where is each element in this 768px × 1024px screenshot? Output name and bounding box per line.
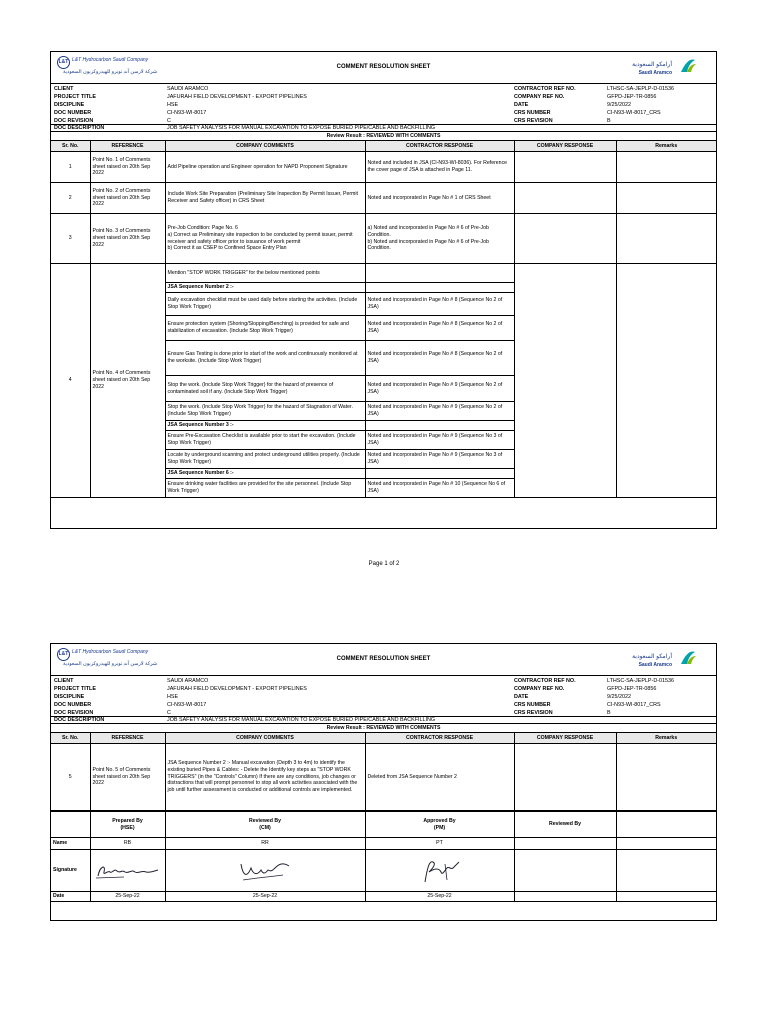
reference-cell: Point No. 2 of Comments sheet raised on 20th Sep 2022 <box>90 183 165 214</box>
lt-company-name: L&T Hydrocarbon Saudi Company <box>72 649 149 655</box>
company-response-cell <box>514 152 616 183</box>
approved-by-date: 25-Sep-22 <box>365 892 514 902</box>
reviewed-by-2-heading: Reviewed By <box>514 812 616 838</box>
sheet-header <box>51 644 716 676</box>
project-title-label: PROJECT TITLE <box>54 94 96 100</box>
col-remarks: Remarks <box>616 733 716 744</box>
comments-table <box>51 141 716 498</box>
info-row-doc-number <box>51 109 716 117</box>
client-label: CLIENT <box>54 678 74 684</box>
remarks-cell <box>616 744 716 811</box>
lt-emblem-icon: L&T <box>57 648 70 661</box>
crs-page-2 <box>50 643 717 921</box>
contractor-ref-label: CONTRACTOR REF NO. <box>514 86 576 92</box>
doc-revision-label: DOC REVISION <box>54 710 94 716</box>
response-cell: Noted and incorporated in Page No # 9 (Sequence No 3 of JSA) <box>365 449 514 468</box>
approved-by-role: (PM) <box>433 824 446 831</box>
lt-company-name: L&T Hydrocarbon Saudi Company <box>72 57 149 63</box>
doc-description-value: JOB SAFETY ANALYSIS FOR MANUAL EXCAVATION TO EXPOSE BURIED PIPE/CABLE AND BACKFILLING <box>167 717 436 723</box>
table-row <box>51 152 716 183</box>
reference-cell: Point No. 3 of Comments sheet raised on 20th Sep 2022 <box>90 214 165 264</box>
discipline-value: HSE <box>167 694 179 700</box>
approved-by-heading <box>365 812 514 838</box>
discipline-label: DISCIPLINE <box>54 102 85 108</box>
info-row-project <box>51 93 716 101</box>
response-cell: Noted and included in JSA (CI-N93-WI-8036). For Reference the cover page of JSA is attached in Page 11. <box>365 152 514 183</box>
response-cell: Noted and incorporated in Page No # 8 (Sequence No 2 of JSA) <box>365 293 514 316</box>
prepared-by-label: Prepared By <box>112 817 143 824</box>
comment-cell: Ensure Pre-Excavation Checklist is available prior to start the excavation. (Include Stop Work Trigger) <box>165 430 365 449</box>
comment-cell: Include Work Site Preparation (Preliminary Site Inspection By Permit Issuer, Permit Receiver and Safety officer) in CRS Sheet <box>165 183 365 214</box>
response-cell: Noted and incorporated in Page No # 8 (Sequence No 2 of JSA) <box>365 316 514 341</box>
signature-prepared-icon <box>94 860 162 882</box>
doc-description-label: DOC DESCRIPTION <box>54 125 105 131</box>
col-sr-no: Sr. No. <box>51 141 90 152</box>
comment-cell: Stop the work. (Include Stop Work Trigger) for the hazard of Stagnation of Water. (Include Stop Work Trigger) <box>165 402 365 421</box>
document-info <box>51 84 716 132</box>
col-reference: REFERENCE <box>90 733 165 744</box>
page-number: Page 1 of 2 <box>368 561 400 567</box>
sr-cell: 2 <box>51 183 90 214</box>
date-label: DATE <box>514 102 529 108</box>
remarks-cell <box>616 152 716 183</box>
company-ref-label: COMPANY REF NO. <box>514 686 565 692</box>
company-response-cell <box>514 264 616 498</box>
info-row-discipline <box>51 693 716 701</box>
col-reference: REFERENCE <box>90 141 165 152</box>
crs-number-label: CRS NUMBER <box>514 110 551 116</box>
name-row <box>51 838 716 850</box>
aramco-mark-icon <box>678 647 698 667</box>
response-cell: Noted and incorporated in Page No # 9 (Sequence No 3 of JSA) <box>365 430 514 449</box>
col-sr-no: Sr. No. <box>51 733 90 744</box>
reviewed-by-date: 25-Sep-22 <box>165 892 365 902</box>
review-result: Review Result : REVIEWED WITH COMMENTS <box>51 132 716 141</box>
prepared-by-date: 25-Sep-22 <box>90 892 165 902</box>
doc-number-label: DOC NUMBER <box>54 702 92 708</box>
response-line: b) Noted and incorporated in Page No # 6 of Pre-Job Condition. <box>367 238 489 252</box>
crs-page-1 <box>50 51 717 529</box>
info-row-client <box>51 677 716 685</box>
table-row <box>51 744 716 811</box>
project-title-value: JAFURAH FIELD DEVELOPMENT - EXPORT PIPELINES <box>167 686 307 692</box>
sheet-header <box>51 52 716 84</box>
doc-revision-label: DOC REVISION <box>54 118 94 124</box>
response-cell <box>365 214 514 264</box>
comment-cell: JSA Sequence Number 2 :- <box>165 283 365 293</box>
crs-number-value: CI-N93-WI-8017_CRS <box>607 110 661 116</box>
response-line: a) Noted and incorporated in Page No # 6 of Pre-Job Condition. <box>367 224 489 238</box>
approved-by-signature <box>365 850 514 892</box>
reviewed-by-role: (CM) <box>259 824 271 831</box>
info-row-client <box>51 85 716 93</box>
signature-label: Signature <box>51 850 90 892</box>
prepared-by-name: RB <box>90 838 165 850</box>
discipline-label: DISCIPLINE <box>54 694 85 700</box>
response-cell: Deleted from JSA Sequence Number 2 <box>365 744 514 811</box>
response-cell: Noted and incorporated in Page No # 9 (Sequence No 2 of JSA) <box>365 376 514 402</box>
comment-cell: Ensure protection system (Shoring/Slopping/Benching) is provided for safe and stabilization of excavation. (Include Stop Work Trigger) <box>165 316 365 341</box>
project-title-value: JAFURAH FIELD DEVELOPMENT - EXPORT PIPELINES <box>167 94 307 100</box>
signoff-header-row <box>51 812 716 838</box>
comment-cell: Add Pipeline operation and Engineer operation for NAPD Proponent Signature <box>165 152 365 183</box>
sheet-title: COMMENT RESOLUTION SHEET <box>336 656 431 662</box>
info-row-doc-description <box>51 716 716 724</box>
sr-cell: 1 <box>51 152 90 183</box>
signature-approved-icon <box>415 856 465 886</box>
reviewed-by-signature <box>165 850 365 892</box>
date-value: 9/25/2022 <box>607 694 631 700</box>
response-cell: Noted and incorporated in Page No # 9 (Sequence No 2 of JSA) <box>365 402 514 421</box>
saudi-aramco-logo <box>628 55 698 81</box>
document-info <box>51 676 716 724</box>
comment-cell: Ensure Gas Testing is done prior to start of the work and continuously monitored at the worksite. (Include Stop Work Trigger) <box>165 341 365 376</box>
response-cell <box>365 264 514 283</box>
table-row <box>51 183 716 214</box>
col-remarks: Remarks <box>616 141 716 152</box>
response-cell <box>365 283 514 293</box>
aramco-mark-icon <box>678 55 698 75</box>
name-label: Name <box>51 838 90 850</box>
table-header-row <box>51 733 716 744</box>
company-response-cell <box>514 744 616 811</box>
crs-number-value: CI-N93-WI-8017_CRS <box>607 702 661 708</box>
response-cell <box>365 468 514 478</box>
signoff-table <box>51 811 716 902</box>
date-label: Date <box>51 892 90 902</box>
signature-reviewed-icon <box>235 858 295 884</box>
comment-cell: Mention "STOP WORK TRIGGER" for the below mentioned points <box>165 264 365 283</box>
doc-number-label: DOC NUMBER <box>54 110 92 116</box>
info-row-doc-description <box>51 124 716 132</box>
comment-cell <box>165 214 365 264</box>
remarks-cell <box>616 183 716 214</box>
approved-by-name: PT <box>365 838 514 850</box>
response-cell <box>365 421 514 431</box>
crs-revision-value: B <box>607 710 611 716</box>
approved-by-label: Approved By <box>423 817 456 824</box>
doc-number-value: CI-N93-WI-8017 <box>167 702 207 708</box>
response-cell: Noted and incorporated in Page No # 10 (Sequence No 6 of JSA) <box>365 478 514 497</box>
sr-cell: 5 <box>51 744 90 811</box>
table-header-row <box>51 141 716 152</box>
comments-table <box>51 733 716 811</box>
doc-description-label: DOC DESCRIPTION <box>54 717 105 723</box>
contractor-ref-value: LTHSC-SA-JEPLP-D-01536 <box>607 678 675 684</box>
reference-cell: Point No. 5 of Comments sheet raised on 20th Sep 2022 <box>90 744 165 811</box>
remarks-cell <box>616 264 716 498</box>
col-company-comments: COMPANY COMMENTS <box>165 733 365 744</box>
aramco-arabic-name: أرامكو السعودية <box>632 62 672 68</box>
comment-cell: Ensure drinking water facilities are provided for the site personnel. (Include Stop Work Trigger) <box>165 478 365 497</box>
comment-line: a) Correct as Preliminary site inspection to be conducted by permit issuer, permit receiver and safety officer prior to issuance of work permit <box>167 231 353 245</box>
crs-revision-value: B <box>607 118 611 124</box>
prepared-by-role: (HSE) <box>120 824 135 831</box>
company-ref-label: COMPANY REF NO. <box>514 94 565 100</box>
saudi-aramco-logo <box>628 647 698 673</box>
response-cell: Noted and incorporated in Page No # 8 (Sequence No 2 of JSA) <box>365 341 514 376</box>
info-row-discipline <box>51 101 716 109</box>
project-title-label: PROJECT TITLE <box>54 686 96 692</box>
doc-number-value: CI-N93-WI-8017 <box>167 110 207 116</box>
comment-cell: JSA Sequence Number 2 :- Manual excavation (Depth 3 to 4m) to identify the existing buried Pipes & Cables: - Delete the Identify key steps as "STOP WORK TRIGGERS" (in the "Controls" Column) If there are any conditions, job changes or distractions that will prompt personnel to stop all work activities associated with the job until further assessment is conducted or additional controls are implemented. <box>165 744 365 811</box>
lt-company-name-arabic: شركة لارسن آند توبرو للهيدروكربون السعودية <box>63 661 158 667</box>
table-row <box>51 264 716 283</box>
comment-cell: JSA Sequence Number 3 :- <box>165 421 365 431</box>
col-company-comments: COMPANY COMMENTS <box>165 141 365 152</box>
comment-cell: JSA Sequence Number 6 :- <box>165 468 365 478</box>
reference-cell: Point No. 1 of Comments sheet raised on 20th Sep 2022 <box>90 152 165 183</box>
sr-cell: 3 <box>51 214 90 264</box>
col-company-response: COMPANY RESPONSE <box>514 141 616 152</box>
contractor-ref-value: LTHSC-SA-JEPLP-D-01536 <box>607 86 675 92</box>
company-response-cell <box>514 183 616 214</box>
lt-emblem-icon: L&T <box>57 56 70 69</box>
discipline-value: HSE <box>167 102 179 108</box>
crs-revision-label: CRS REVISION <box>514 118 553 124</box>
review-result: Review Result : REVIEWED WITH COMMENTS <box>51 724 716 733</box>
table-row <box>51 214 716 264</box>
comment-cell: Stop the work. (Include Stop Work Trigger) for the hazard of presence of contaminated soil if any. (Include Stop Work Trigger) <box>165 376 365 402</box>
comment-cell: Locate by underground scanning and protect underground utilities properly. (Include Stop Work Trigger) <box>165 449 365 468</box>
contractor-ref-label: CONTRACTOR REF NO. <box>514 678 576 684</box>
client-value: SAUDI ARAMCO <box>167 678 209 684</box>
doc-description-value: JOB SAFETY ANALYSIS FOR MANUAL EXCAVATION TO EXPOSE BURIED PIPE/CABLE AND BACKFILLING <box>167 125 436 131</box>
doc-revision-value: C <box>167 710 171 716</box>
info-row-doc-number <box>51 701 716 709</box>
prepared-by-signature <box>90 850 165 892</box>
company-response-cell <box>514 214 616 264</box>
sheet-title: COMMENT RESOLUTION SHEET <box>336 64 431 70</box>
crs-number-label: CRS NUMBER <box>514 702 551 708</box>
lt-company-name-arabic: شركة لارسن آند توبرو للهيدروكربون السعودية <box>63 69 158 75</box>
prepared-by-heading <box>90 812 165 838</box>
aramco-arabic-name: أرامكو السعودية <box>632 654 672 660</box>
aramco-name: Saudi Aramco <box>638 662 672 668</box>
remarks-cell <box>616 214 716 264</box>
sr-cell: 4 <box>51 264 90 498</box>
col-contractor-response: CONTRACTOR RESPONSE <box>365 141 514 152</box>
col-company-response: COMPANY RESPONSE <box>514 733 616 744</box>
client-value: SAUDI ARAMCO <box>167 86 209 92</box>
reviewed-by-label: Reviewed By <box>248 817 281 824</box>
aramco-name: Saudi Aramco <box>638 70 672 76</box>
client-label: CLIENT <box>54 86 74 92</box>
doc-revision-value: C <box>167 118 171 124</box>
info-row-project <box>51 685 716 693</box>
date-row <box>51 892 716 902</box>
reviewed-by-heading <box>165 812 365 838</box>
company-ref-value: GFPD-JEP-TR-0856 <box>607 686 657 692</box>
comment-cell: Daily excavation checklist must be used daily before starting the activities. (Include Stop Work Trigger) <box>165 293 365 316</box>
date-label: DATE <box>514 694 529 700</box>
reference-cell: Point No. 4 of Comments sheet raised on 20th Sep 2022 <box>90 264 165 498</box>
comment-line: Pre-Job Condition: Page No. 6 <box>167 224 238 231</box>
crs-revision-label: CRS REVISION <box>514 710 553 716</box>
response-cell: Noted and incorporated in Page No # 1 of CRS Sheet <box>365 183 514 214</box>
company-ref-value: GFPD-JEP-TR-0856 <box>607 94 657 100</box>
reviewed-by-name: RR <box>165 838 365 850</box>
signature-row <box>51 850 716 892</box>
col-contractor-response: CONTRACTOR RESPONSE <box>365 733 514 744</box>
date-value: 9/25/2022 <box>607 102 631 108</box>
comment-line: b) Correct it as CSEP to Confined Space Entry Plan <box>167 245 287 252</box>
